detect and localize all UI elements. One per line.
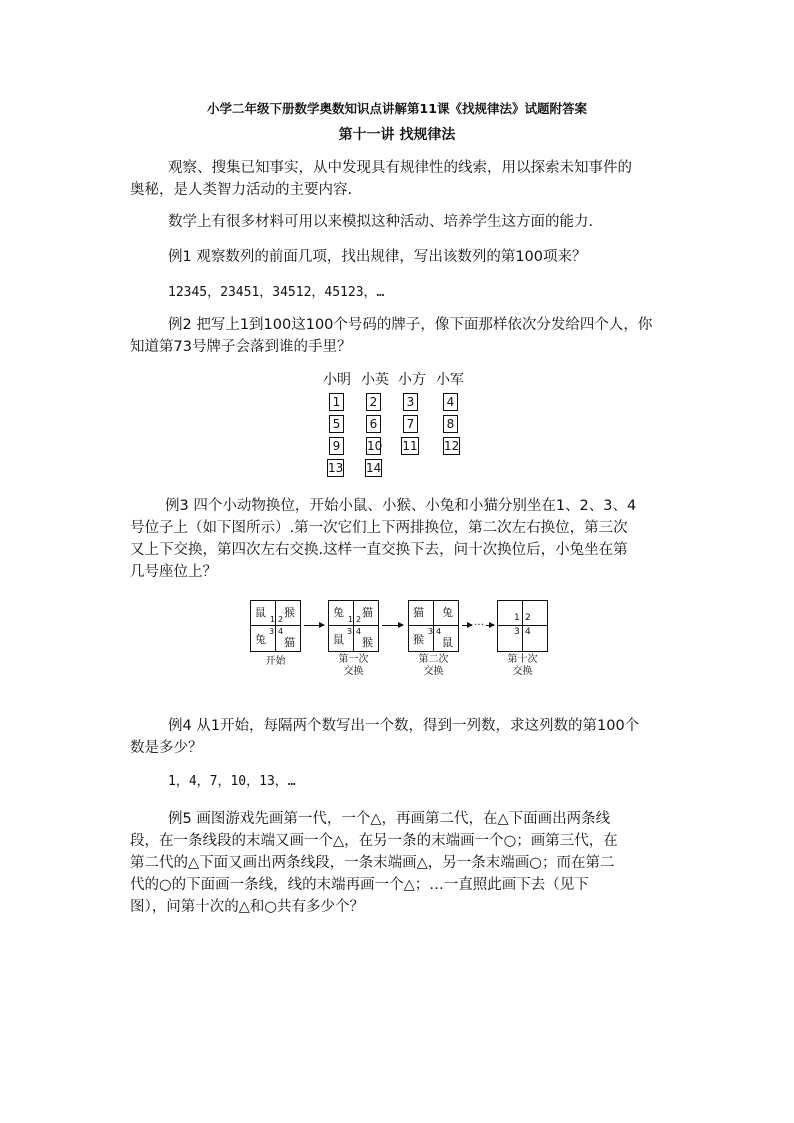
example4-line: 数是多少？: [130, 740, 203, 756]
example1-question: [168, 246, 708, 268]
seat-number: 1: [348, 615, 354, 624]
animal-label: 猫: [362, 606, 373, 619]
example2-line: 例2 把写上1到100这100个号码的牌子，像下面那样依次分发给四个人，你: [168, 317, 653, 333]
number-card: 5: [329, 415, 344, 433]
seat-number: 1: [270, 615, 276, 624]
person-name: 小军: [436, 372, 464, 388]
seat-number: 4: [356, 627, 362, 636]
animal-label: 猫: [413, 606, 424, 619]
animal-label: 猴: [413, 633, 424, 646]
lesson-title: 第十一讲 找规律法: [338, 127, 456, 143]
caption-line: 交换: [343, 666, 364, 677]
number-card: 8: [443, 415, 458, 433]
number-card: 12: [444, 439, 460, 453]
seat-number: 3: [269, 627, 275, 636]
caption-line: 交换: [512, 666, 533, 677]
caption-line: 交换: [423, 666, 444, 677]
example5-line: 第二代的△下面又画出两条线段，一条末端画△，另一条末端画○；而在第二: [130, 855, 615, 871]
person-name: 小英: [361, 372, 389, 388]
intro-line: 观察、搜集已知事实，从中发现具有规律性的线索，用以探索未知事件的: [168, 160, 632, 176]
seat-box-swap-10: [497, 600, 548, 652]
intro-line: 奥秘，是人类智力活动的主要内容.: [130, 182, 353, 198]
number-card: 9: [329, 437, 344, 455]
example3-line: 号位子上（如下图所示）.第一次它们上下两排换位，第二次左右换位，第三次: [130, 520, 628, 536]
person-name: 小明: [323, 372, 351, 388]
example4-line: 例4 从1开始，每隔两个数写出一个数，得到一列数，求这列数的第100个: [168, 718, 640, 734]
animal-label: 鼠: [333, 633, 344, 646]
example5-line: 图），问第十次的△和○共有多少个？: [130, 899, 365, 915]
arrow-icon: [382, 625, 403, 626]
seat-number: 4: [278, 627, 284, 636]
seat-number: 3: [428, 627, 434, 636]
number-card: 14: [366, 461, 382, 475]
seat-number: 3: [347, 627, 353, 636]
diagram-caption: [497, 654, 548, 678]
animal-label: 兔: [333, 606, 344, 619]
arrow-icon: [462, 625, 472, 626]
intro-paragraph-1: [130, 157, 670, 179]
caption-line: 第十次: [507, 654, 538, 665]
example1-question-text: 例1 观察数列的前面几项，找出规律，写出该数列的第100项来？: [168, 249, 587, 265]
person-name: 小方: [398, 372, 426, 388]
example5-question: [168, 808, 708, 830]
ellipsis: …: [474, 617, 485, 628]
number-card: 1: [329, 393, 344, 411]
arrow-icon: [304, 625, 324, 626]
intro-line: 数学上有很多材料可用以来模拟这种活动、培养学生这方面的能力.: [168, 214, 594, 230]
animal-label: 猫: [284, 636, 295, 649]
animal-label: 兔: [442, 606, 453, 619]
seat-number: 2: [278, 615, 284, 624]
seat-box-swap-2: [408, 600, 459, 652]
seat-number: 1: [514, 613, 520, 623]
seat-number: 4: [436, 627, 442, 636]
example4-question-cont: [130, 737, 670, 759]
seat-number: 2: [525, 613, 531, 623]
example2-question-cont: [130, 336, 670, 358]
example4-question: [168, 715, 708, 737]
caption-line: 第二次: [418, 654, 449, 665]
example5-question-cont: [130, 830, 670, 918]
example3-question: [165, 495, 705, 517]
example2-question: [168, 314, 708, 336]
number-card: 6: [366, 415, 381, 433]
animal-label: 鼠: [255, 606, 266, 619]
example3-question-cont: [130, 517, 670, 583]
intro-paragraph-2: [168, 211, 708, 233]
example2-line: 知道第73号牌子会落到谁的手里？: [130, 339, 352, 355]
arrow-icon: [486, 625, 494, 626]
diagram-caption: 开始: [265, 656, 286, 667]
example5-line: 例5 画图游戏先画第一代，一个△，再画第二代，在△下面画出两条线: [168, 811, 611, 827]
example3-line: 又上下交换，第四次左右交换.这样一直交换下去，问十次换位后，小兔坐在第: [130, 542, 628, 558]
seat-box-start: [250, 600, 301, 652]
seat-number: 3: [514, 627, 520, 637]
animal-label: 兔: [255, 633, 266, 646]
diagram-caption: [328, 654, 379, 678]
intro-paragraph-1-cont: [130, 179, 670, 201]
example1-sequence: 12345，23451，34512，45123，…: [168, 285, 385, 300]
example3-line: 例3 四个小动物换位，开始小鼠、小猴、小兔和小猫分别坐在1、2、3、4: [165, 498, 637, 514]
example4-sequence: 1，4，7，10，13，…: [168, 774, 296, 789]
caption-line: 第一次: [338, 654, 369, 665]
number-card: 11: [402, 439, 418, 453]
example5-line: 段，在一条线段的末端又画一个△，在另一条的末端画一个○；画第三代，在: [130, 833, 618, 849]
number-card: 2: [366, 393, 381, 411]
animal-label: 猴: [362, 636, 373, 649]
seat-box-swap-1: [328, 600, 379, 652]
number-card: 10: [367, 439, 383, 453]
example5-line: 代的○的下面画一条线，线的末端再画一个△；…一直照此画下去（见下: [130, 877, 589, 893]
diagram-caption: [408, 654, 459, 678]
animal-label: 猴: [284, 606, 295, 619]
number-card: 13: [328, 461, 344, 475]
number-card: 7: [403, 415, 418, 433]
number-card: 4: [443, 393, 458, 411]
animal-label: 鼠: [442, 636, 453, 649]
seat-number: 2: [356, 615, 362, 624]
example3-line: 几号座位上？: [130, 564, 217, 580]
document-title: 小学二年级下册数学奥数知识点讲解第11课《找规律法》试题附答案: [207, 101, 587, 116]
number-card: 3: [403, 393, 418, 411]
seat-number: 4: [525, 627, 531, 637]
